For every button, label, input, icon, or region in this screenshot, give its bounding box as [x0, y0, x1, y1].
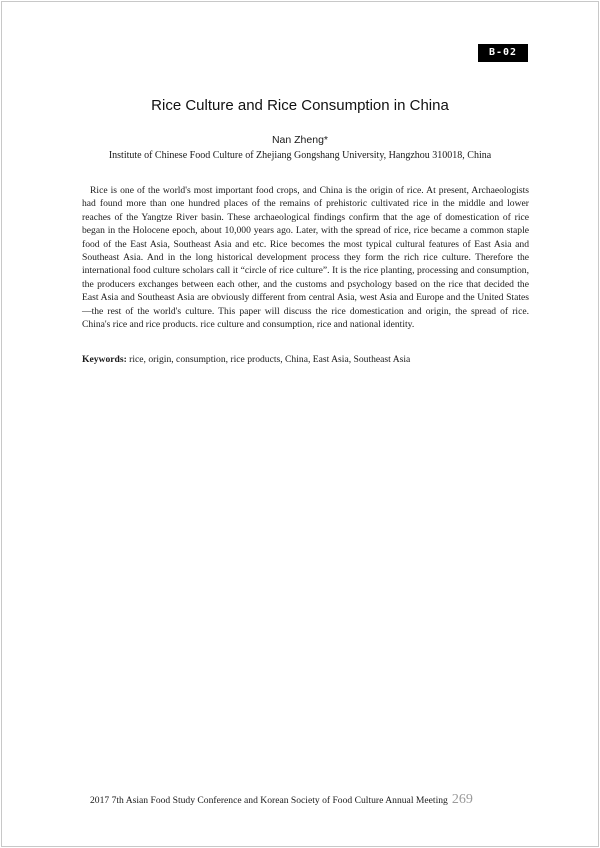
conference-name: 2017 7th Asian Food Study Conference and Korean Society of Food Culture Annual Meeting	[90, 795, 448, 806]
paper-title: Rice Culture and Rice Consumption in China	[151, 97, 449, 114]
keywords-label: Keywords:	[82, 354, 127, 365]
keywords-line	[82, 353, 529, 366]
session-code-badge: B-02	[478, 44, 528, 62]
abstract-paragraph: Rice is one of the world's most important food crops, and China is the origin of rice. At present, Archaeologists had found more than one hundred places of the remains of prehistoric cultivated rice in the middle and lower reaches of the Yangtze River basin. These archaeological findings confirm that the age of domestication of rice began in the Holocene epoch, about 10,000 years ago. Later, with the spread of rice, rice became a common staple food of the East Asia, Southeast Asia and etc. Rice becomes the most typical cultural features of East Asia and Southeast Asia. And in the long historical development process they form the rich rice culture. Therefore the international food culture scholars call it “circle of rice culture”. It is the rice planting, processing and consumption, the producers exchanges between each other, and the customs and psychology based on the rice that decided the East Asia and Southeast Asia are obviously different from central Asia, west Asia and Europe and the United States—the rest of the world's culture. This paper will discuss the rice domestication and origin, the spread of rice. China's rice and rice products. rice culture and consumption, rice and national identity.	[82, 185, 529, 331]
keywords-text: rice, origin, consumption, rice products, China, East Asia, Southeast Asia	[129, 354, 411, 365]
paper-author: Nan Zheng*	[271, 134, 329, 146]
page-footer	[90, 792, 530, 809]
page-number: 269	[451, 792, 473, 807]
page-border	[1, 1, 599, 847]
author-affiliation: Institute of Chinese Food Culture of Zhejiang Gongshang University, Hangzhou 310018, China	[108, 150, 492, 161]
